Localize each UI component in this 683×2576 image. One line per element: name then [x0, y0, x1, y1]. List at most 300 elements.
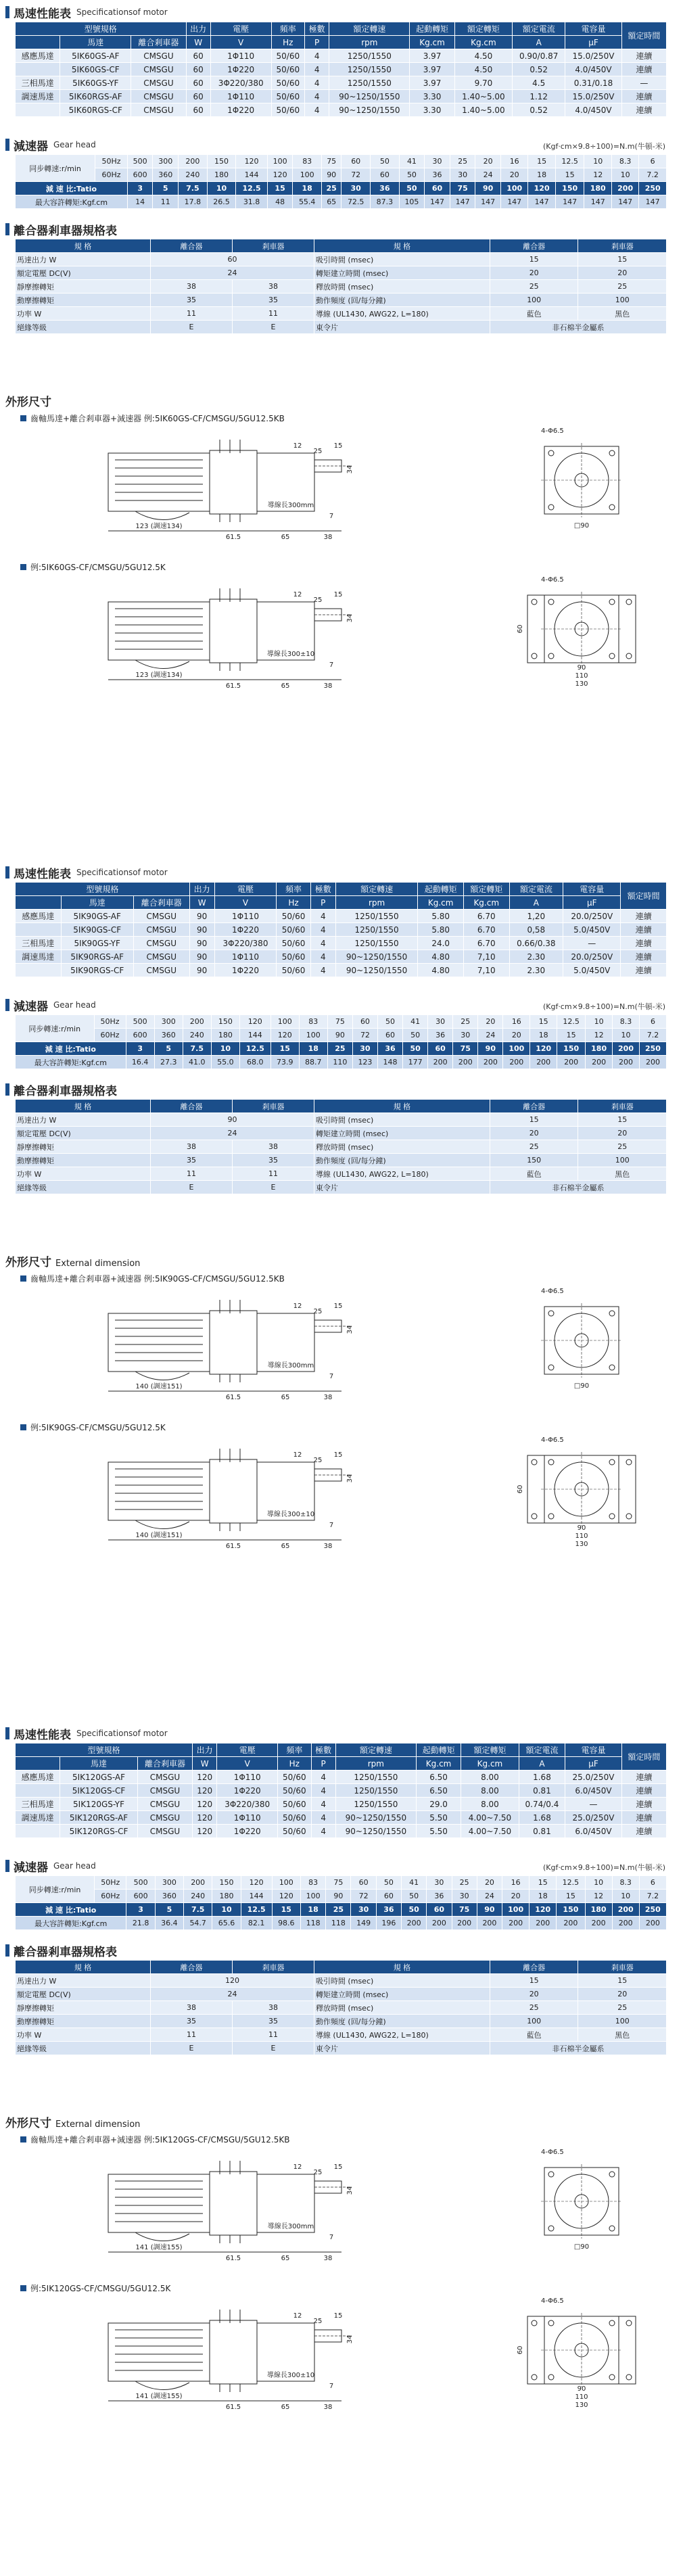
table-cell: 18 — [300, 1903, 325, 1917]
section-marker-icon — [5, 1944, 9, 1957]
table-cell: 4.80 — [418, 950, 464, 964]
gear-subtitle: Gear head — [53, 140, 96, 149]
col-header-rt: 額定轉矩 — [463, 883, 509, 896]
table-cell: 50 — [399, 168, 425, 182]
table-cell: 200 — [530, 1056, 557, 1069]
table-cell: 90 — [326, 1890, 351, 1903]
table-cell: 連續 — [621, 49, 666, 63]
table-cell: 90 — [189, 937, 214, 950]
hole-spec: 4-Φ6.5 — [541, 427, 564, 435]
table-row — [16, 63, 667, 76]
ratio-label: 減 速 比:Tatio — [16, 1042, 126, 1056]
table-cell: 7.5 — [183, 1042, 211, 1056]
table-cell: 20 — [478, 1015, 503, 1029]
table-cell: 120 — [270, 1029, 299, 1042]
table-cell: 4.5 — [513, 76, 565, 90]
table-cell: 6.70 — [463, 937, 509, 950]
brake-section-header — [0, 220, 683, 239]
table-cell: 100 — [490, 294, 578, 307]
col-unit-volt: V — [214, 896, 277, 910]
table-cell: 200 — [639, 1917, 666, 1930]
table-cell: 75 — [453, 1042, 478, 1056]
table-cell: 15 — [530, 1015, 557, 1029]
table-cell: 1Φ110 — [210, 49, 271, 63]
table-cell: 90~1250/1550 — [335, 1825, 416, 1838]
col-unit-volt: V — [210, 36, 271, 49]
col-header-cap: 電容量 — [565, 22, 622, 36]
table-cell: — — [563, 937, 621, 950]
table-cell: 100 — [502, 1903, 529, 1917]
table-cell: 1Φ220 — [210, 103, 271, 117]
table-cell: 36 — [371, 182, 400, 195]
table-cell: 38 — [151, 280, 233, 294]
table-cell: 240 — [179, 168, 208, 182]
dim-90: 90 — [577, 1524, 586, 1532]
table-cell: 200 — [613, 1042, 640, 1056]
motor-body — [108, 1313, 210, 1372]
table-cell: 50/60 — [277, 923, 310, 937]
table-cell: 釋放時間 (msec) — [314, 1140, 490, 1154]
table-cell: 21.8 — [126, 1917, 155, 1930]
col-unit-freq: Hz — [271, 36, 304, 49]
perf-subtitle: Specificationsof motor — [76, 868, 168, 877]
table-cell: 30 — [351, 1903, 376, 1917]
dim-130: 130 — [575, 680, 588, 688]
length-dimension: 123 (調速134) — [135, 523, 183, 530]
table-cell: 120 — [241, 1876, 272, 1890]
dim-12: 12 — [293, 1451, 302, 1459]
table-cell: 105 — [399, 195, 425, 209]
table-cell: 90~1250/1550 — [329, 103, 410, 117]
table-cell: 20 — [475, 155, 501, 168]
table-cell: E — [232, 2042, 314, 2055]
table-cell: 5 — [153, 182, 179, 195]
table-cell: 7.2 — [639, 1029, 666, 1042]
col-header-freq: 頻率 — [277, 883, 310, 896]
col-header-volt: 電壓 — [217, 1743, 278, 1757]
table-cell: 15 — [557, 1029, 586, 1042]
table-cell: 38 — [151, 1140, 233, 1154]
table-cell: 額定電壓 DC(V) — [16, 1127, 151, 1140]
table-cell: 180 — [584, 182, 611, 195]
table-cell: 10 — [613, 1029, 640, 1042]
hz-50-label: 50Hz — [94, 1015, 126, 1029]
table-cell: 三相馬達 — [16, 76, 60, 90]
table-cell: 600 — [126, 1029, 154, 1042]
table-cell: 24 — [477, 1890, 502, 1903]
col-unit-cap: μF — [565, 1757, 622, 1771]
table-cell: 15 — [270, 1042, 299, 1056]
table-row — [16, 964, 667, 977]
dim-110: 110 — [575, 1532, 588, 1540]
table-cell: 18 — [528, 168, 555, 182]
col-header-freq: 頻率 — [278, 1743, 311, 1757]
table-row — [16, 2042, 667, 2055]
dim-7: 7 — [329, 2383, 334, 2390]
table-cell: 35 — [232, 2015, 314, 2028]
table-cell: 11 — [153, 195, 179, 209]
table-cell: 動摩擦轉矩 — [16, 294, 151, 307]
table-cell: 3 — [126, 1042, 154, 1056]
table-cell: 15.0/250V — [565, 90, 622, 103]
table-cell: 7,10 — [463, 964, 509, 977]
table-cell: 100 — [500, 182, 527, 195]
table-cell: 35 — [232, 1154, 314, 1167]
table-cell: 5 — [155, 1903, 183, 1917]
table-cell: 200 — [585, 1917, 612, 1930]
table-cell: 50 — [376, 1876, 401, 1890]
col-unit-st: Kg.cm — [410, 36, 454, 49]
table-cell: 20 — [578, 1988, 667, 2001]
dim-130: 130 — [575, 1541, 588, 1548]
table-cell: 15 — [578, 1113, 667, 1127]
front-view-drawing — [514, 1280, 649, 1401]
table-cell: 11 — [232, 2028, 314, 2042]
table-cell: 250 — [639, 1042, 666, 1056]
col-unit-rt: Kg.cm — [454, 36, 513, 49]
table-row — [16, 923, 667, 937]
table-cell: 65.6 — [212, 1917, 241, 1930]
table-cell: 4.00~7.50 — [461, 1825, 519, 1838]
table-cell: 200 — [503, 1056, 530, 1069]
table-cell: 24 — [475, 168, 501, 182]
table-cell: E — [151, 1181, 233, 1194]
table-row — [16, 2001, 667, 2015]
table-cell: 90 — [189, 910, 214, 923]
section-marker-icon — [5, 139, 9, 151]
col-header-brake: 剎車器 — [232, 239, 314, 253]
table-cell: 150 — [557, 1903, 585, 1917]
perf-subtitle: Specificationsof motor — [76, 7, 168, 17]
drawing-caption — [20, 561, 166, 573]
front-view-drawing — [514, 568, 649, 690]
table-cell — [16, 923, 62, 937]
col-header-motor: 馬達 — [60, 36, 131, 49]
col-header-rt: 額定轉矩 — [454, 22, 513, 36]
table-cell: 200 — [557, 1056, 586, 1069]
table-cell: 吸引時間 (msec) — [314, 253, 490, 266]
table-cell: 110 — [327, 1056, 352, 1069]
col-header-brake: 離合剎車器 — [131, 36, 186, 49]
table-cell: 額定電壓 DC(V) — [16, 1988, 151, 2001]
dim-square-90: □90 — [573, 522, 590, 530]
table-cell: 6 — [639, 1876, 666, 1890]
front-view-drawing — [514, 1428, 649, 1550]
table-cell: 三相馬達 — [16, 937, 62, 950]
col-unit-freq: Hz — [278, 1757, 311, 1771]
motor-body — [108, 1462, 210, 1520]
table-cell: 50/60 — [278, 1825, 311, 1838]
caption-text: 齒軸馬達+離合剎車器+減速器 例:5IK90GS-CF/CMSGU/5GU12.5KB — [30, 1274, 285, 1284]
table-cell: 動作頻度 (回/每分鐘) — [314, 1154, 490, 1167]
table-cell: 200 — [184, 1876, 212, 1890]
unit-conversion-note: (Kgf·cm×9.8÷100)=N.m(牛頓-米) — [542, 142, 665, 151]
dim-60: 60 — [517, 2345, 524, 2355]
table-cell: 90~1250/1550 — [335, 1811, 416, 1825]
table-cell: 50/60 — [271, 63, 304, 76]
hole-spec: 4-Φ6.5 — [541, 2149, 564, 2156]
table-row — [16, 307, 667, 321]
dim-65: 65 — [281, 2404, 290, 2411]
table-cell: 5IK120GS-AF — [60, 1771, 138, 1784]
table-cell: 16 — [500, 155, 527, 168]
col-unit-rt: Kg.cm — [461, 1757, 519, 1771]
table-cell: 4.00~7.50 — [461, 1811, 519, 1825]
table-row — [16, 168, 667, 182]
table-cell: CMSGU — [137, 1825, 192, 1838]
col-header-spec: 規 格 — [16, 239, 151, 253]
table-cell: 50/60 — [278, 1771, 311, 1784]
table-cell: 360 — [154, 1029, 183, 1042]
table-cell: 60 — [428, 1042, 453, 1056]
gear-subtitle: Gear head — [53, 1861, 96, 1871]
table-cell: 200 — [183, 1015, 211, 1029]
table-cell: 50 — [402, 1903, 427, 1917]
table-cell: 18 — [529, 1890, 557, 1903]
table-cell: 非石棉半金屬系 — [490, 2042, 666, 2055]
table-cell: 感應馬達 — [16, 49, 60, 63]
speed-label: 同步轉速:r/min — [16, 1015, 95, 1042]
table-cell: 18 — [293, 182, 322, 195]
dim-square-90: □90 — [573, 2243, 590, 2251]
table-cell: 連續 — [621, 90, 666, 103]
table-row — [16, 1771, 667, 1784]
dim-34: 34 — [346, 465, 354, 474]
table-cell: 5IK90GS-AF — [61, 910, 133, 923]
perf-section-header — [0, 863, 683, 882]
bullet-icon — [20, 564, 26, 570]
table-row — [16, 910, 667, 923]
table-cell: 2.30 — [509, 950, 563, 964]
brake-body — [210, 2320, 257, 2384]
table-cell: 15 — [578, 253, 667, 266]
col-unit-out: W — [193, 1757, 217, 1771]
table-cell: 25 — [450, 155, 475, 168]
unit-conversion-note: (Kgf·cm×9.8÷100)=N.m(牛頓-米) — [542, 1863, 665, 1872]
dim-65: 65 — [281, 2255, 290, 2262]
table-cell: 8.3 — [612, 1876, 639, 1890]
table-cell: 200 — [453, 1056, 478, 1069]
table-cell: 東令片 — [314, 321, 490, 334]
table-cell: 0.52 — [513, 103, 565, 117]
col-header-motor: 馬達 — [60, 1757, 138, 1771]
max-torque-row — [16, 1056, 667, 1069]
table-cell: CMSGU — [133, 937, 189, 950]
table-cell: 30 — [428, 1015, 453, 1029]
table-cell: 3.30 — [410, 90, 454, 103]
table-cell: 動摩擦轉矩 — [16, 1154, 151, 1167]
table-cell: 10 — [211, 1042, 239, 1056]
table-cell: CMSGU — [131, 76, 186, 90]
table-cell: 147 — [611, 195, 638, 209]
table-cell: 1250/1550 — [335, 937, 418, 950]
table-cell: 絕緣等級 — [16, 321, 151, 334]
table-cell: 147 — [639, 195, 667, 209]
clutch-brake-table — [15, 1960, 667, 2055]
table-cell: 500 — [126, 1876, 155, 1890]
table-cell: 東令片 — [314, 2042, 490, 2055]
table-cell: 2.30 — [509, 964, 563, 977]
table-cell: 8.3 — [613, 1015, 640, 1029]
table-cell — [16, 1784, 60, 1798]
table-row — [16, 90, 667, 103]
table-cell: 5 — [154, 1042, 183, 1056]
table-cell: 藍色 — [490, 307, 578, 321]
dim-15: 15 — [333, 2163, 343, 2171]
col-header-blank — [16, 1757, 60, 1771]
side-view-drawing — [95, 1300, 413, 1401]
table-cell: 24.0 — [418, 937, 464, 950]
table-cell: 導線 (UL1430, AWG22, L=180) — [314, 2028, 490, 2042]
table-cell: 72 — [342, 168, 371, 182]
caption-text: 齒軸馬達+離合剎車器+減速器 例:5IK120GS-CF/CMSGU/5GU12.5KB — [30, 2135, 290, 2145]
table-cell: 4 — [305, 49, 329, 63]
dimension-section-header — [0, 1252, 683, 1269]
table-cell: 500 — [126, 1015, 154, 1029]
table-cell: 118 — [300, 1917, 325, 1930]
table-cell: 600 — [126, 1890, 155, 1903]
table-cell: 147 — [528, 195, 555, 209]
table-cell: 10 — [584, 155, 611, 168]
table-cell: CMSGU — [131, 103, 186, 117]
speed-label: 同步轉速:r/min — [16, 155, 95, 182]
dim-65: 65 — [281, 682, 290, 690]
table-cell: 150 — [490, 1154, 578, 1167]
table-cell: 20 — [477, 1876, 502, 1890]
table-row — [16, 1798, 667, 1811]
dimension-subtitle: External dimension — [55, 2120, 141, 2130]
table-cell: 4 — [310, 910, 335, 923]
dim-34: 34 — [346, 2335, 354, 2344]
table-cell: 7.5 — [179, 182, 208, 195]
col-header-rpm: 額定轉速 — [329, 22, 410, 36]
table-cell: 300 — [153, 155, 179, 168]
col-header-brake: 離合剎車器 — [137, 1757, 192, 1771]
table-cell: 36 — [428, 1029, 453, 1042]
brake-body — [210, 450, 257, 514]
table-cell: 6 — [639, 155, 667, 168]
gear-title: 減速器 — [14, 139, 48, 154]
hole-spec: 4-Φ6.5 — [541, 1436, 564, 1444]
table-cell: E — [151, 321, 233, 334]
table-cell: 釋放時間 (msec) — [314, 280, 490, 294]
table-cell: 147 — [555, 195, 584, 209]
dim-square-90: □90 — [573, 1382, 590, 1390]
table-cell: 120 — [267, 168, 293, 182]
col-header-pole: 極數 — [305, 22, 329, 36]
table-cell: 200 — [529, 1917, 557, 1930]
col-unit-st: Kg.cm — [416, 1757, 461, 1771]
col-header-cur: 額定電流 — [519, 1743, 565, 1757]
table-cell: 調速馬達 — [16, 950, 62, 964]
table-cell: 15 — [529, 1876, 557, 1890]
table-cell: 240 — [184, 1890, 212, 1903]
table-cell: 50/60 — [271, 103, 304, 117]
table-cell: 功率 W — [16, 1167, 151, 1181]
col-unit-rt: Kg.cm — [463, 896, 509, 910]
table-cell: 50 — [399, 182, 425, 195]
table-cell: 5IK90GS-CF — [61, 923, 133, 937]
table-row — [16, 49, 667, 63]
table-cell: 10 — [611, 168, 638, 182]
table-cell: 120 — [236, 155, 267, 168]
table-cell: 36 — [427, 1890, 452, 1903]
table-cell: 5.0/450V — [563, 964, 621, 977]
dim-12: 12 — [293, 2163, 302, 2171]
table-cell: 10 — [207, 182, 236, 195]
ratio-label: 減 速 比:Tatio — [16, 182, 128, 195]
table-cell: 5IK60GS-AF — [60, 49, 131, 63]
table-cell: 15 — [267, 182, 293, 195]
table-cell: 90 — [478, 1042, 503, 1056]
dim-65: 65 — [281, 1394, 290, 1401]
table-cell: 100 — [490, 2015, 578, 2028]
dim-34: 34 — [346, 1325, 354, 1334]
side-view-drawing — [95, 2161, 413, 2262]
table-cell: 65 — [322, 195, 342, 209]
dim-90: 90 — [577, 2385, 586, 2393]
col-unit-out: W — [189, 896, 214, 910]
table-cell: 150 — [555, 182, 584, 195]
col-header-spec: 規 格 — [16, 1961, 151, 1974]
table-cell: 1Φ110 — [217, 1771, 278, 1784]
table-cell: 8.00 — [461, 1798, 519, 1811]
dim-34: 34 — [346, 2186, 354, 2195]
table-cell: 100 — [270, 1015, 299, 1029]
table-cell: 25 — [490, 2001, 578, 2015]
table-cell: 250 — [639, 182, 667, 195]
table-cell: 36.4 — [155, 1917, 183, 1930]
table-cell: 18 — [530, 1029, 557, 1042]
table-cell: 36 — [376, 1903, 401, 1917]
hz-50-label: 50Hz — [95, 1876, 126, 1890]
table-cell: 75 — [327, 1015, 352, 1029]
brake-title: 離合器剎車器規格表 — [14, 224, 117, 238]
table-cell: 50/60 — [277, 937, 310, 950]
motor-body — [108, 453, 210, 511]
table-cell: 100 — [267, 155, 293, 168]
table-cell: 90 — [151, 1113, 314, 1127]
max-torque-row — [16, 1917, 667, 1930]
table-cell: 148 — [377, 1056, 402, 1069]
table-cell: 120 — [530, 1042, 557, 1056]
table-cell: 1250/1550 — [335, 923, 418, 937]
table-cell: 90 — [327, 1029, 352, 1042]
col-header-spec-2: 規 格 — [314, 239, 490, 253]
table-cell — [16, 964, 62, 977]
brake-body — [210, 1311, 257, 1374]
table-cell: 釋放時間 (msec) — [314, 2001, 490, 2015]
brake-section-header — [0, 1941, 683, 1960]
brake-section-header — [0, 1080, 683, 1099]
perf-section-header — [0, 1724, 683, 1743]
table-cell: 功率 W — [16, 2028, 151, 2042]
table-cell: 連續 — [621, 103, 666, 117]
table-cell: 7,10 — [463, 950, 509, 964]
table-cell: 200 — [612, 1903, 639, 1917]
col-unit-cur: A — [519, 1757, 565, 1771]
table-cell: 120 — [193, 1811, 217, 1825]
motor-body — [108, 2323, 210, 2381]
table-cell: 連續 — [621, 63, 666, 76]
table-cell: 35 — [151, 2015, 233, 2028]
lead-length-label: 導線長300±10 — [266, 1511, 315, 1518]
table-cell: 功率 W — [16, 307, 151, 321]
dim-110: 110 — [575, 2393, 588, 2401]
table-cell: 調速馬達 — [16, 1811, 60, 1825]
table-cell: 50/60 — [271, 90, 304, 103]
gear-head-table — [15, 154, 667, 209]
